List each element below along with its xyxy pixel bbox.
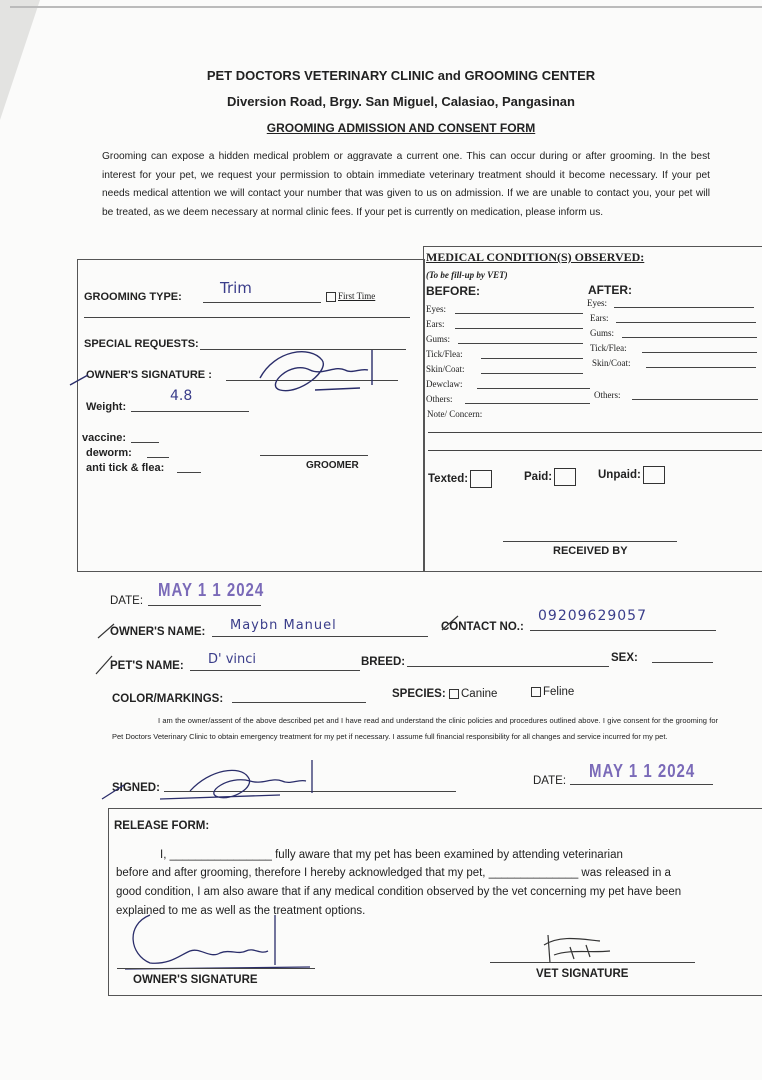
before-dewclaw-label: Dewclaw: <box>426 379 463 389</box>
first-time-label: First Time <box>338 291 376 301</box>
canine-checkbox[interactable] <box>449 689 459 699</box>
clinic-address: Diversion Road, Brgy. San Miguel, Calasiao, Pangasinan <box>227 94 575 109</box>
medical-subtitle: (To be fill-up by VET) <box>426 270 508 280</box>
unpaid-checkbox[interactable] <box>643 466 665 484</box>
signed-label: SIGNED: <box>112 782 160 794</box>
after-gums-label: Gums: <box>590 328 615 338</box>
vaccine-line <box>131 442 159 443</box>
clinic-name: PET DOCTORS VETERINARY CLINIC and GROOMING CENTER <box>206 68 596 83</box>
color-label: COLOR/MARKINGS: <box>112 693 224 705</box>
grooming-extra-line <box>84 317 410 318</box>
anti-tick-line <box>177 472 201 473</box>
received-by-line[interactable] <box>503 541 677 542</box>
before-skincoat-line[interactable] <box>481 373 583 374</box>
species-label: SPECIES: <box>392 688 446 700</box>
after-tickflea-label: Tick/Flea: <box>590 343 627 353</box>
pet-name-value[interactable]: D' vinci <box>208 652 257 667</box>
date2-stamp[interactable]: MAY 1 1 2024 <box>589 761 696 782</box>
texted-checkbox[interactable] <box>470 470 492 488</box>
date2-line <box>570 784 713 785</box>
release-line-4: explained to me as well as the treatment options. <box>116 905 366 917</box>
deworm-line <box>147 457 169 458</box>
before-label: BEFORE: <box>426 284 480 298</box>
before-gums-label: Gums: <box>426 334 451 344</box>
vet-sig-label: VET SIGNATURE <box>536 968 629 980</box>
vet-sig-line[interactable] <box>490 962 695 963</box>
before-tickflea-line[interactable] <box>481 358 583 359</box>
breed-label: BREED: <box>361 656 406 668</box>
vaccine-label: vaccine: <box>82 432 127 444</box>
pet-name-label: PET'S NAME: <box>110 660 184 672</box>
before-eyes-line[interactable] <box>455 313 583 314</box>
after-tickflea-line[interactable] <box>642 352 757 353</box>
before-dewclaw-line[interactable] <box>477 388 590 389</box>
after-skincoat-label: Skin/Coat: <box>592 358 631 368</box>
grooming-type-label: GROOMING TYPE: <box>84 291 182 303</box>
texted-option[interactable] <box>428 470 492 488</box>
weight-label: Weight: <box>86 401 127 413</box>
after-ears-line[interactable] <box>616 322 756 323</box>
grooming-panel <box>77 259 425 572</box>
contact-value[interactable]: 09209629057 <box>538 608 647 624</box>
contact-line <box>530 630 716 631</box>
owner-sig-label: OWNER'S SIGNATURE <box>133 974 258 986</box>
after-label: AFTER: <box>588 283 632 297</box>
owner-signature-1 <box>60 340 390 410</box>
owner-name-value[interactable]: Maybn Manuel <box>230 618 337 633</box>
date-stamp[interactable]: MAY 1 1 2024 <box>158 580 265 601</box>
unpaid-label: Unpaid: <box>598 469 641 482</box>
groomer-line <box>260 455 368 456</box>
grooming-type-value[interactable]: Trim <box>220 279 252 297</box>
before-gums-line[interactable] <box>458 343 583 344</box>
paid-label: Paid: <box>524 471 553 484</box>
weight-value[interactable]: 4.8 <box>170 388 193 404</box>
after-gums-line[interactable] <box>622 337 757 338</box>
canine-option[interactable] <box>449 688 497 700</box>
owner-name-label: OWNER'S NAME: <box>110 626 206 638</box>
after-others-line[interactable] <box>632 399 758 400</box>
before-others-label: Others: <box>426 394 453 404</box>
unpaid-option[interactable] <box>598 466 665 484</box>
sex-label: SEX: <box>611 652 638 664</box>
feline-label: Feline <box>543 686 575 698</box>
before-skincoat-label: Skin/Coat: <box>426 364 465 374</box>
before-tickflea-label: Tick/Flea: <box>426 349 463 359</box>
sex-line[interactable] <box>652 662 713 663</box>
release-line-1: I, ________________ fully aware that my pet has been examined by attending veterinarian <box>160 849 623 861</box>
release-line-2: before and after grooming, therefore I hereby acknowledged that my pet, ______________ was released in a <box>116 867 671 879</box>
weight-line <box>131 411 249 412</box>
owner-name-line <box>212 636 428 637</box>
before-ears-line[interactable] <box>455 328 583 329</box>
paid-option[interactable] <box>524 468 576 486</box>
paid-checkbox[interactable] <box>554 468 576 486</box>
anti-tick-label: anti tick & flea: <box>86 462 165 474</box>
color-line[interactable] <box>232 702 366 703</box>
pet-name-line <box>190 670 360 671</box>
date-label: DATE: <box>110 595 144 607</box>
date2-label: DATE: <box>533 775 567 787</box>
owner-signature-label: OWNER'S SIGNATURE : <box>86 369 212 381</box>
after-ears-label: Ears: <box>590 313 609 323</box>
before-ears-label: Ears: <box>426 319 445 329</box>
vet-signature <box>540 925 620 965</box>
feline-option[interactable] <box>531 686 574 698</box>
owner-sig-line[interactable] <box>117 968 315 969</box>
after-eyes-line[interactable] <box>614 307 754 308</box>
first-time-checkbox[interactable] <box>326 292 336 302</box>
note-line-2[interactable] <box>428 450 762 451</box>
breed-line[interactable] <box>407 666 609 667</box>
owner-signature-3 <box>120 905 320 975</box>
after-eyes-label: Eyes: <box>587 298 607 308</box>
note-label: Note/ Concern: <box>427 409 483 419</box>
special-requests-label: SPECIAL REQUESTS: <box>84 338 199 350</box>
pet-name-checkmark <box>94 652 114 676</box>
release-title: RELEASE FORM: <box>114 820 210 832</box>
medical-title: MEDICAL CONDITION(S) OBSERVED: <box>426 250 645 264</box>
contact-label: CONTACT NO.: <box>441 621 524 633</box>
feline-checkbox[interactable] <box>531 687 541 697</box>
release-line-3: good condition, I am also aware that if any medical condition observed by the vet concerning my pet have been <box>116 886 682 898</box>
deworm-label: deworm: <box>86 447 132 459</box>
note-line-1[interactable] <box>428 432 762 433</box>
texted-label: Texted: <box>428 473 469 486</box>
intro-paragraph: Grooming can expose a hidden medical problem or aggravate a current one. This can occur during or after grooming. In the best interest for your pet, we request your permission to obtain immediate veterinary treatment should it become necessary. If your pet needs medical attention we will contact your number that was given to us on admission. If we are unable to contact you, your pet will be treated, as we deem necessary at normal clinic fees. If your pet is currently on medication, please inform us. <box>102 151 710 218</box>
canine-label: Canine <box>461 688 498 700</box>
first-time-option[interactable] <box>326 291 375 302</box>
consent-paragraph: I am the owner/assent of the above described pet and I have read and understand the clinic policies and procedures outlined above. I give consent for the grooming for Pet Doctors Veterinary Clinic to obtain emergency treatment for my pet if necessary. I assume full financial responsibility for all changes and service incurred for my pet. <box>112 716 718 741</box>
owner-name-checkmark <box>96 620 116 640</box>
date-line <box>148 605 261 606</box>
before-others-line[interactable] <box>465 403 590 404</box>
scan-edge <box>10 6 762 8</box>
received-by-label: RECEIVED BY <box>553 545 628 557</box>
groomer-label: GROOMER <box>306 460 359 471</box>
before-eyes-label: Eyes: <box>426 304 446 314</box>
grooming-type-line <box>203 302 321 303</box>
after-skincoat-line[interactable] <box>646 367 756 368</box>
form-title: GROOMING ADMISSION AND CONSENT FORM <box>266 121 536 135</box>
owner-signature-2 <box>100 755 350 805</box>
contact-checkmark <box>440 612 460 632</box>
after-others-label: Others: <box>594 390 621 400</box>
